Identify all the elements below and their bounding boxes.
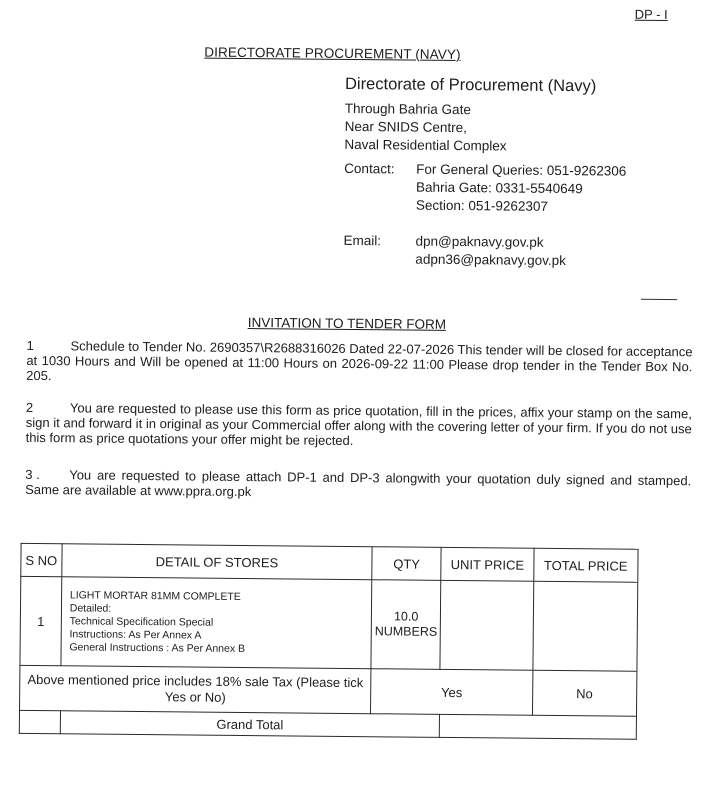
item-detail-line: Technical Specification Special [69,614,214,629]
email-address: adpn36@paknavy.gov.pk [415,251,566,269]
paragraph-1 [26,338,692,389]
grand-total-blank [19,710,60,733]
contact-block [344,160,705,217]
divider [641,299,677,300]
tax-label: Above mentioned price includes 18% sale Tax (Please tick Yes or No) [20,665,372,713]
qty-value: 10.0 [393,609,419,624]
paragraph-number: 3 . [25,466,40,483]
section-phone: Section: 051-9262307 [415,197,549,214]
paragraph-text: You are requested to please use this form as price quotation, fill in the prices, affix your stamp on the same, sign it and forward it in original as your Commercial offer along with the covering letter of your firm. If you do not use this form as price quotations your offer might be rejected. [25,400,692,449]
paragraph-text: Schedule to Tender No. 2690357\R2688316026 Dated 22-07-2026 This tender will be closed for acceptance at 1030 Hours and Will be opened at 11:00 Hours on 2026-09-22 11:00 Please drop tender in the Tender Box No. 205. [26,338,693,384]
paragraph-number: 2 [25,399,34,415]
row-detail [61,577,372,669]
tax-row [20,665,637,716]
header-total-price: TOTAL PRICE [533,548,638,582]
paragraph-2 [26,400,692,451]
bahria-gate-phone: Bahria Gate: 0331-5540649 [415,179,583,197]
organization-name: Directorate of Procurement (Navy) [344,74,597,96]
grand-total-row [19,710,636,739]
row-qty [371,580,441,670]
tax-no-option[interactable]: No [532,670,637,716]
grand-total-value[interactable] [439,714,636,739]
tax-yes-option[interactable]: Yes [371,669,533,716]
row-sno: 1 [20,576,62,665]
item-detail-line: Detailed: [69,601,112,615]
row-total-price-cell[interactable] [533,581,638,671]
header-sno: S NO [21,543,62,576]
address-line: Near SNIDS Centre, [344,118,467,136]
row-unit-price-cell[interactable] [440,580,533,670]
header-detail: DETAIL OF STORES [62,544,373,580]
item-name: LIGHT MORTAR 81MM COMPLETE [69,588,241,603]
address-block [344,75,705,157]
contact-label: Contact: [344,160,395,177]
paragraph-3 [25,467,691,503]
item-detail-line: General Instructions : As Per Annex B [69,640,246,655]
table-row [20,576,638,671]
grand-total-label: Grand Total [60,711,440,738]
header-qty: QTY [372,547,441,581]
form-title: INVITATION TO TENDER FORM [247,315,447,332]
item-detail-line: Instructions: As Per Annex A [69,627,202,642]
directorate-heading: DIRECTORATE PROCUREMENT (NAVY) [204,44,461,63]
stores-table [19,543,639,740]
address-line: Naval Residential Complex [344,136,507,154]
document-code: DP - I [634,6,668,23]
paragraph-number: 1 [26,337,34,353]
email-block [343,232,703,271]
email-label: Email: [343,232,382,249]
paragraph-text: You are requested to please attach DP-1 and DP-3 alongwith your quotation duly signed and stamped. Same are available at www.ppra.org.pk [25,467,692,500]
email-address: dpn@paknavy.gov.pk [415,233,544,250]
qty-unit: NUMBERS [374,624,438,639]
header-unit-price: UNIT PRICE [441,547,534,581]
general-queries-phone: For General Queries: 051-9262306 [416,161,627,179]
address-line: Through Bahria Gate [344,100,471,118]
